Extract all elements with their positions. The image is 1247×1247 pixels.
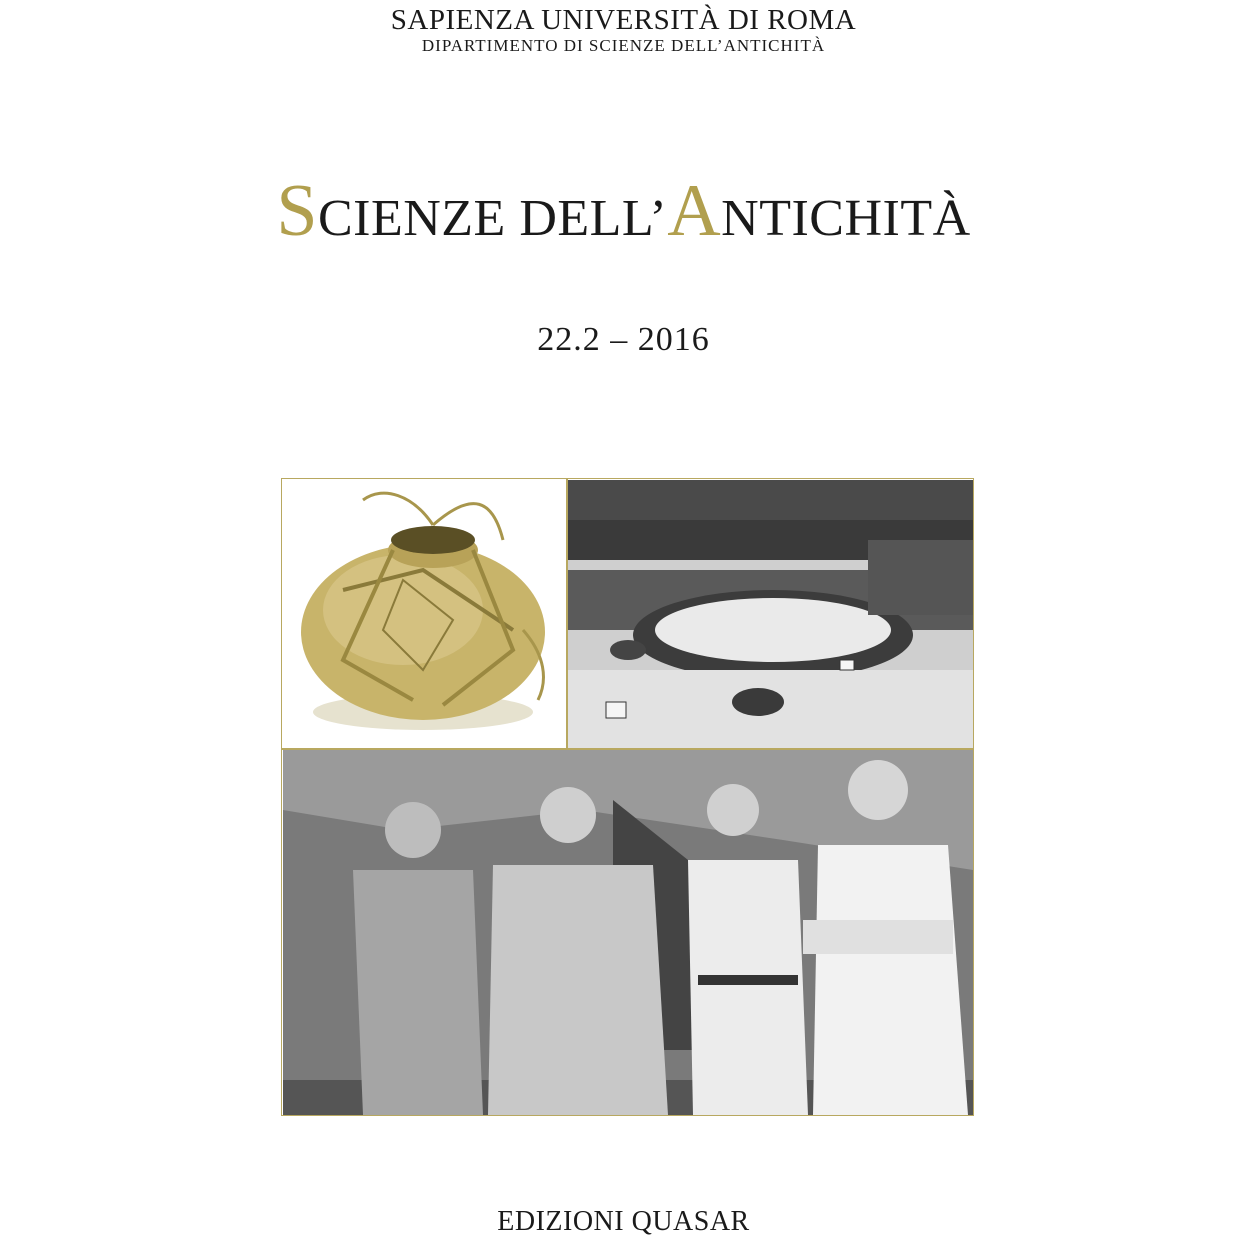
issue-number: 22.2 – 2016: [537, 321, 710, 358]
cover-image-frame: [281, 478, 974, 1116]
journal-title: [0, 170, 1247, 254]
title-part-2: NTICHITÀ: [721, 190, 971, 247]
title-initial-a: A: [667, 170, 722, 252]
university-name: SAPIENZA UNIVERSITÀ DI ROMA: [390, 4, 857, 36]
title-part-1: CIENZE DELL’: [317, 190, 668, 247]
title-initial-s: S: [276, 170, 318, 252]
publisher-name: EDIZIONI QUASAR: [497, 1206, 750, 1237]
vase-image: [283, 480, 566, 748]
group-photo: [283, 750, 973, 1115]
department-name: DIPARTIMENTO DI SCIENZE DELL’ANTICHITÀ: [421, 36, 826, 55]
excavation-photo: [568, 480, 973, 748]
